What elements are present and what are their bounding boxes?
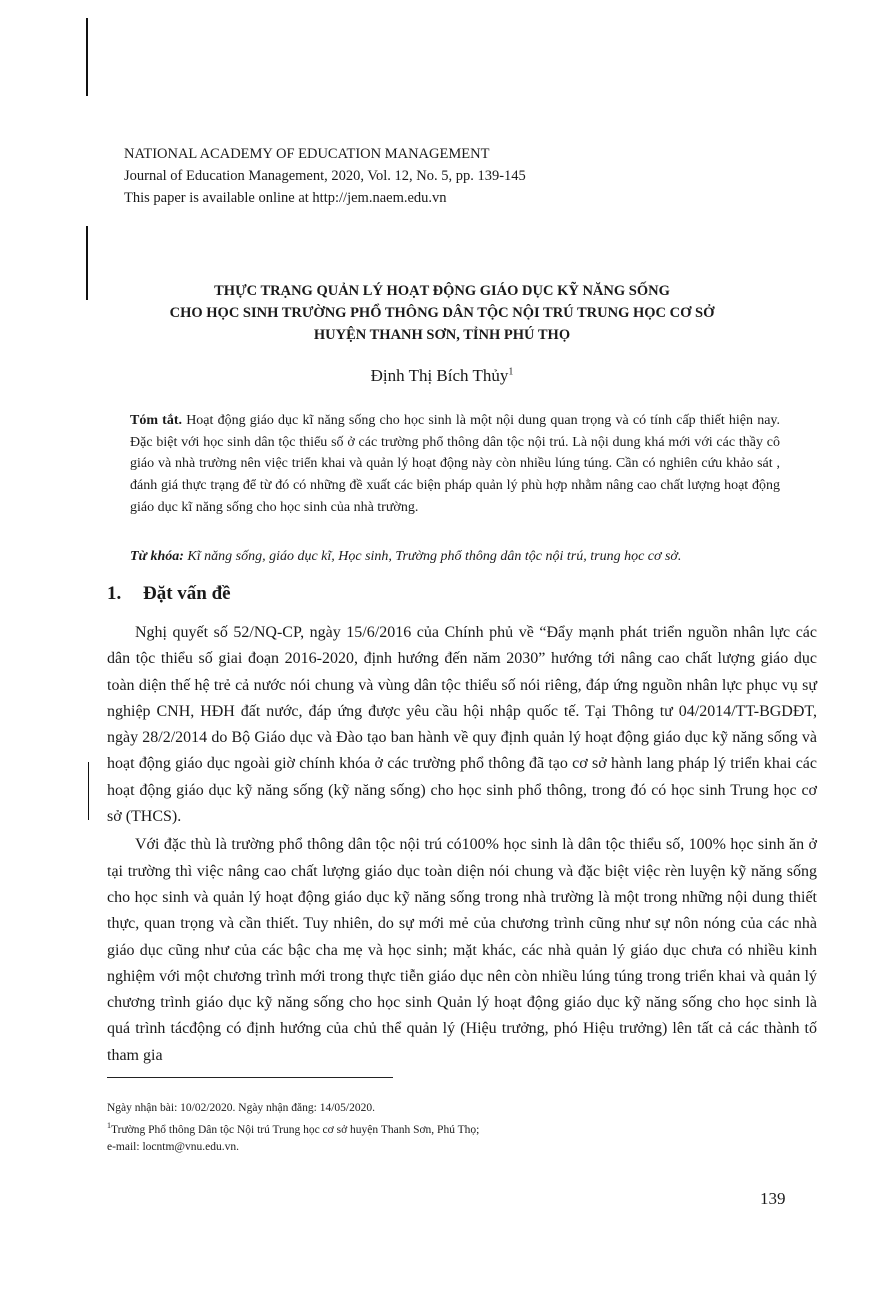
body-paragraph-1: Nghị quyết số 52/NQ-CP, ngày 15/6/2016 của Chính phủ về “Đẩy mạnh phát triển nguồn nhân lực các dân tộc thiểu số giai đoạn 2016-2020, định hướng đến năm 2030” hướng tới nâng cao chất lượng giáo dục toàn diện thế hệ trẻ cả nước nói chung và vùng dân tộc thiểu số nói riêng, đáp ứng nguồn nhân lực phục vụ sự nghiệp CNH, HĐH đất nước, đáp ứng được yêu cầu hội nhập quốc tế. Tại Thông tư 04/2014/TT-BGDĐT, ngày 28/2/2014 do Bộ Giáo dục và Đào tạo ban hành về quy định quản lý hoạt động giáo dục kỹ năng sống và hoạt động giáo dục ngoài giờ chính khóa ở các trường phổ thông đã tạo cơ sở hành lang pháp lý triển khai các hoạt động giáo dục kỹ năng sống (kỹ năng sống) cho học sinh phổ thông, trong đó có học sinh Trung học cơ sở (THCS). xyxy=(107,624,817,826)
footnote-affiliation-mark: 1 xyxy=(107,1121,111,1130)
keywords-label: Từ khóa: xyxy=(130,549,184,564)
scan-artifact-line-bottom xyxy=(88,762,89,820)
abstract-text: Hoạt động giáo dục kĩ năng sống cho học sinh là một nội dung quan trọng và có tính cấp thiết hiện nay. Đặc biệt với học sinh dân tộc thiểu số ở các trường phổ thông dân tộc nội trú. Là nội dung khá mới với các thầy cô giáo và nhà trường nên việc triển khai và quản lý hoạt động này còn nhiều lúng túng. Cần có nghiên cứu khảo sát , đánh giá thực trạng để từ đó có những đề xuất các biện pháp quản lý phù hợp nhằm nâng cao chất lượng hoạt động giáo dục kĩ năng sống cho học sinh của nhà trường. xyxy=(130,413,781,515)
author-affiliation-mark: 1 xyxy=(508,366,514,378)
section-title: Đặt vấn đề xyxy=(143,583,231,604)
body-paragraph-2: Với đặc thù là trường phổ thông dân tộc nội trú có100% học sinh là dân tộc thiểu số, 100% học sinh ăn ở tại trường thì việc nâng cao chất lượng giáo dục toàn diện nói chung và đặc biệt việc rèn luyện kỹ năng sống cho học sinh và quản lý hoạt động giáo dục kỹ năng sống trong nhà trường là một trong những nội dung thiết thực, quan trọng và cần thiết. Tuy nhiên, do sự mới mẻ của chương trình cũng như sự nôn nóng của các nhà giáo dục cũng như của các bậc cha mẹ và học sinh; mặt khác, các nhà quản lý giáo dục chưa có nhiều kinh nghiệm với một chương trình mới trong thực tiễn giáo dục nên còn nhiều lúng túng trong triển khai và quản lý chương trình giáo dục kỹ năng sống cho học sinh Quản lý hoạt động giáo dục kỹ năng sống cho học sinh là quá trình tácđộng có định hướng của chủ thể quản lý (Hiệu trưởng, phó Hiệu trưởng) lên tất cả các thành tố tham gia xyxy=(107,836,817,1064)
keywords xyxy=(130,549,790,565)
journal-citation: Journal of Education Management, 2020, Vol. 12, No. 5, pp. 139-145 xyxy=(124,168,526,184)
title-line-3: HUYỆN THANH SƠN, TỈNH PHÚ THỌ xyxy=(313,327,571,343)
paper-title xyxy=(100,280,784,346)
scan-artifact-line-top xyxy=(86,18,88,96)
body-text xyxy=(107,620,817,1069)
page-number: 139 xyxy=(760,1189,786,1208)
footnote-email: e-mail: locntm@vnu.edu.vn. xyxy=(107,1140,239,1153)
scan-artifact-line-middle xyxy=(86,226,88,300)
title-line-1: THỰC TRẠNG QUẢN LÝ HOẠT ĐỘNG GIÁO DỤC KỸ NĂNG SỐNG xyxy=(214,283,670,299)
keywords-text: Kĩ năng sống, giáo dục kĩ, Học sinh, Trường phổ thông dân tộc nội trú, trung học cơ sở. xyxy=(183,549,682,564)
footnotes xyxy=(107,1100,479,1156)
footnote-separator xyxy=(107,1077,393,1078)
journal-org: NATIONAL ACADEMY OF EDUCATION MANAGEMENT xyxy=(124,146,490,162)
section-number: 1. xyxy=(107,583,122,604)
footnote-dates: Ngày nhận bài: 10/02/2020. Ngày nhận đăng: 14/05/2020. xyxy=(107,1102,375,1114)
abstract-label: Tóm tắt. xyxy=(130,413,183,428)
title-line-2: CHO HỌC SINH TRƯỜNG PHỔ THÔNG DÂN TỘC NỘI TRÚ TRUNG HỌC CƠ SỞ xyxy=(169,305,715,321)
footnote-affiliation-text: Trường Phổ thông Dân tộc Nội trú Trung học cơ sở huyện Thanh Sơn, Phú Thọ; xyxy=(111,1123,480,1136)
journal-header xyxy=(124,143,526,209)
author-name: Định Thị Bích Thủy xyxy=(370,366,509,385)
author xyxy=(100,366,784,386)
journal-availability: This paper is available online at http://jem.naem.edu.vn xyxy=(124,190,447,206)
footnote-affiliation xyxy=(107,1117,479,1139)
abstract xyxy=(130,410,780,519)
section-heading xyxy=(107,583,231,605)
